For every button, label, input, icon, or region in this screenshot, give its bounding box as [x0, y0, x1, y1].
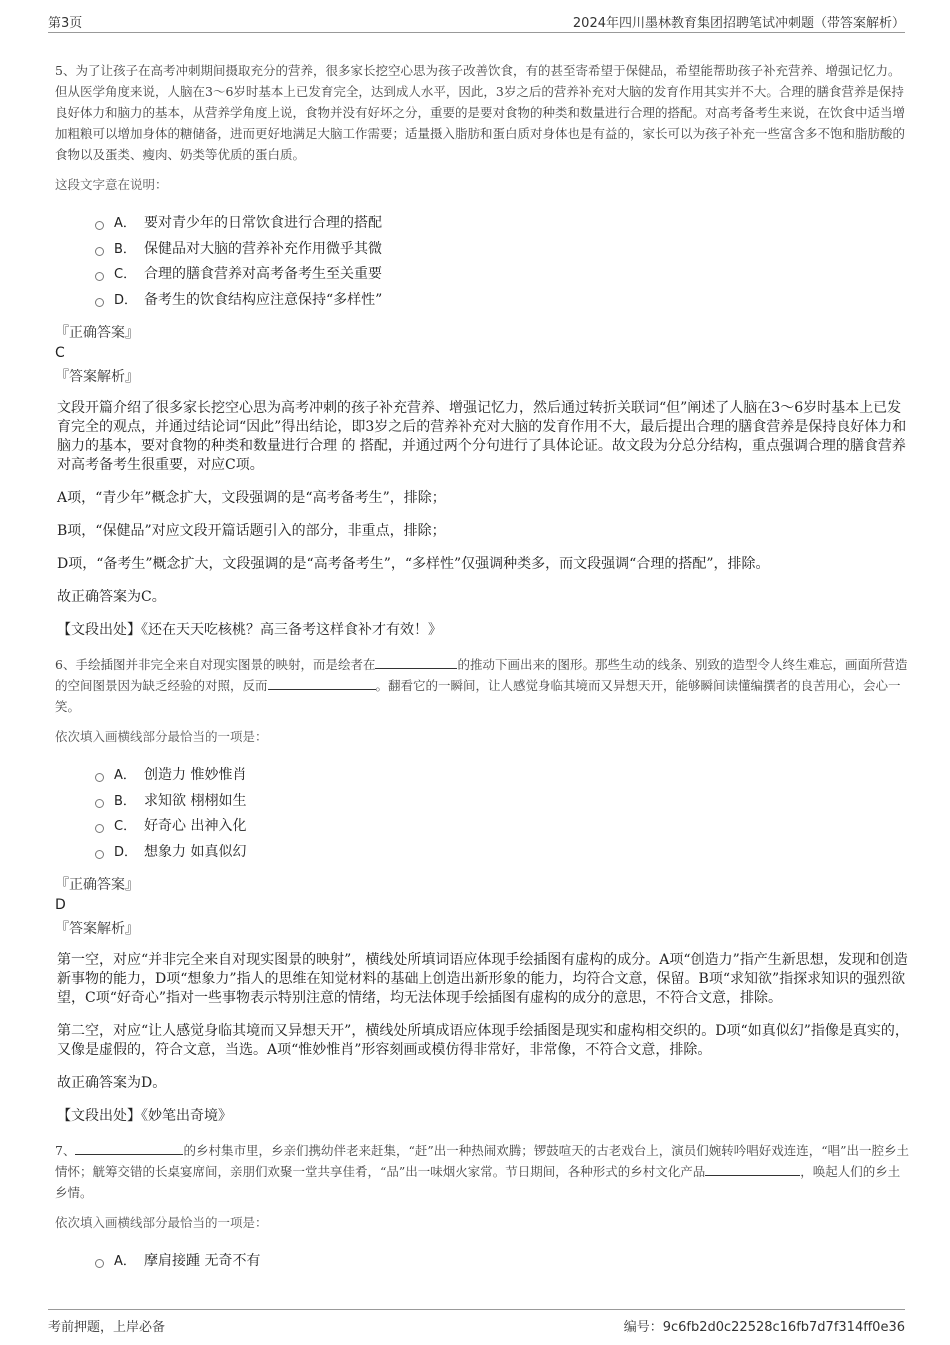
- blank-line: [705, 1163, 800, 1176]
- blank-line: [75, 1142, 183, 1155]
- question-5: [55, 60, 910, 640]
- question-5-options: [95, 211, 910, 313]
- radio-icon[interactable]: [95, 824, 104, 833]
- question-6-stem: 6、手绘插图并非完全来自对现实图景的映射，而是绘者在 的推动下画出来的图形。那些生动的线条、别致的造型令人终生难忘，画面所营造的空间图景因为缺乏经验的对照，反而 。翻看它的一瞬间，让人感觉身临其境而又异想天开，能够瞬间读懂编撰者的良苦用心，会心一笑。: [55, 657, 908, 714]
- q5-analysis-para: B项，“保健品”对应文段开篇话题引入的部分，非重点，排除；: [57, 523, 446, 539]
- radio-icon[interactable]: [95, 272, 104, 281]
- question-7-options: [95, 1249, 910, 1275]
- q6-analysis-para: 第一空，对应“并非完全来自对现实图景的映射”，横线处所填词语应体现手绘插图有虚构的成分。A项“创造力”指产生新思想，发现和创造新事物的能力，D项“想象力”指人的思维在知觉材料的基础上创造出新形象的能力，均符合文意，保留。B项“求知欲”指探求知识的强烈欲望，C项“好奇心”指对一些事物表示特别注意的情绪，均无法体现手绘插图有虚构的成分的意思，不符合文意，排除。: [57, 952, 908, 1006]
- question-7-stem: 7、 的乡村集市里，乡亲们携幼伴老来赶集，“赶”出一种热闹欢腾；锣鼓喧天的古老戏台上，演员们婉转吟唱好戏连连，“唱”出一腔乡土情怀；觥筹交错的长桌宴席间，亲朋们欢聚一堂共享佳肴，“品”出一味烟火家常。节日期间，各种形式的乡村文化产品 ，唤起人们的乡土乡情。: [55, 1143, 910, 1200]
- q5-analysis-para: A项，“青少年”概念扩大，文段强调的是“高考备考生”，排除；: [57, 490, 446, 506]
- question-5-prompt: 这段文字意在说明：: [55, 177, 168, 192]
- page-footer: [48, 1309, 905, 1340]
- q6-analysis-heading: 『答案解析』: [55, 921, 139, 937]
- page-number: 第3页: [48, 16, 83, 31]
- question-6-options: [95, 763, 910, 865]
- blank-line: [375, 656, 457, 669]
- q5-analysis-para: D项，“备考生”概念扩大，文段强调的是“高考备考生”，“多样性”仅强调种类多，而文段强调“合理的搭配”，排除。: [57, 556, 770, 572]
- radio-icon[interactable]: [95, 247, 104, 256]
- q5-analysis-heading: 『答案解析』: [55, 369, 139, 385]
- q6-option-c[interactable]: C． 好奇心 出神入化: [95, 814, 910, 840]
- q6-answer-heading: 『正确答案』: [55, 877, 139, 893]
- radio-icon[interactable]: [95, 221, 104, 230]
- radio-icon[interactable]: [95, 850, 104, 859]
- q6-source: 【文段出处】《妙笔出奇境》: [57, 1108, 232, 1124]
- q5-source: 【文段出处】《还在天天吃核桃？高三备考这样食补才有效！》: [57, 622, 442, 638]
- q5-option-c[interactable]: C． 合理的膳食营养对高考备考生至关重要: [95, 262, 910, 288]
- q6-option-b[interactable]: B． 求知欲 栩栩如生: [95, 789, 910, 815]
- footer-slogan: 考前押题，上岸必备: [48, 1320, 166, 1335]
- question-6-prompt: 依次填入画横线部分最恰当的一项是：: [55, 729, 268, 744]
- question-7: [55, 1140, 910, 1275]
- q7-option-a[interactable]: A． 摩肩接踵 无奇不有: [95, 1249, 910, 1275]
- q6-option-a[interactable]: A． 创造力 惟妙惟肖: [95, 763, 910, 789]
- document-title: 2024年四川墨林教育集团招聘笔试冲刺题（带答案解析）: [572, 16, 905, 31]
- q6-conclusion: 故正确答案为D。: [57, 1075, 167, 1091]
- page-content: [55, 60, 910, 1285]
- q5-option-d[interactable]: D． 备考生的饮食结构应注意保持“多样性”: [95, 288, 910, 314]
- q5-analysis-para: 文段开篇介绍了很多家长挖空心思为高考冲刺的孩子补充营养、增强记忆力，然后通过转折关联词“但”阐述了人脑在3～6岁时基本上已发育完全的观点，并通过结论词“因此”得出结论，即3岁之后的营养补充对大脑的发育作用不大，最后提出合理的膳食营养是保持良好体力和脑力的基本，要对食物的种类和数量进行合理 的 搭配，并通过两个分句进行了具体论证。故文段为分总分结构，重点强调合理的膳食营养对高考备考生很重要，对应C项。: [57, 400, 907, 473]
- q5-conclusion: 故正确答案为C。: [57, 589, 166, 605]
- radio-icon[interactable]: [95, 298, 104, 307]
- q5-answer: C: [55, 345, 65, 361]
- q6-option-d[interactable]: D． 想象力 如真似幻: [95, 840, 910, 866]
- footer-serial: 编号：9c6fb2d0c22528c16fb7d7f314ff0e36: [623, 1320, 905, 1335]
- blank-line: [268, 677, 376, 690]
- q6-answer: D: [55, 897, 66, 913]
- page-header: [48, 8, 905, 33]
- radio-icon[interactable]: [95, 773, 104, 782]
- radio-icon[interactable]: [95, 799, 104, 808]
- q5-option-a[interactable]: A． 要对青少年的日常饮食进行合理的搭配: [95, 211, 910, 237]
- q5-answer-heading: 『正确答案』: [55, 325, 139, 341]
- question-7-prompt: 依次填入画横线部分最恰当的一项是：: [55, 1215, 268, 1230]
- radio-icon[interactable]: [95, 1259, 104, 1268]
- q6-analysis-para: 第二空，对应“让人感觉身临其境而又异想天开”，横线处所填成语应体现手绘插图是现实和虚构相交织的。D项“如真似幻”指像是真实的，又像是虚假的，符合文意，当选。A项“惟妙惟肖”形容刻画或模仿得非常好，非常像，不符合文意，排除。: [57, 1023, 909, 1058]
- question-5-stem: 5、为了让孩子在高考冲刺期间摄取充分的营养，很多家长挖空心思为孩子改善饮食，有的甚至寄希望于保健品，希望能帮助孩子补充营养、增强记忆力。但从医学角度来说，人脑在3～6岁时基本上已发育完全，达到成人水平，因此，3岁之后的营养补充对大脑的发育作用其实并不大。合理的膳食营养是保持良好体力和脑力的基本，从营养学角度上说，食物并没有好坏之分，重要的是要对食物的种类和数量进行合理的搭配。对高考备考生来说，在饮食中适当增加粗粮可以增加身体的糖储备，进而更好地满足大脑工作需要；适量摄入脂肪和蛋白质对身体也是有益的，家长可以为孩子补充一些富含多不饱和脂肪酸的食物以及蛋类、瘦肉、奶类等优质的蛋白质。: [55, 63, 906, 162]
- q5-option-b[interactable]: B． 保健品对大脑的营养补充作用微乎其微: [95, 237, 910, 263]
- question-6: [55, 654, 910, 1126]
